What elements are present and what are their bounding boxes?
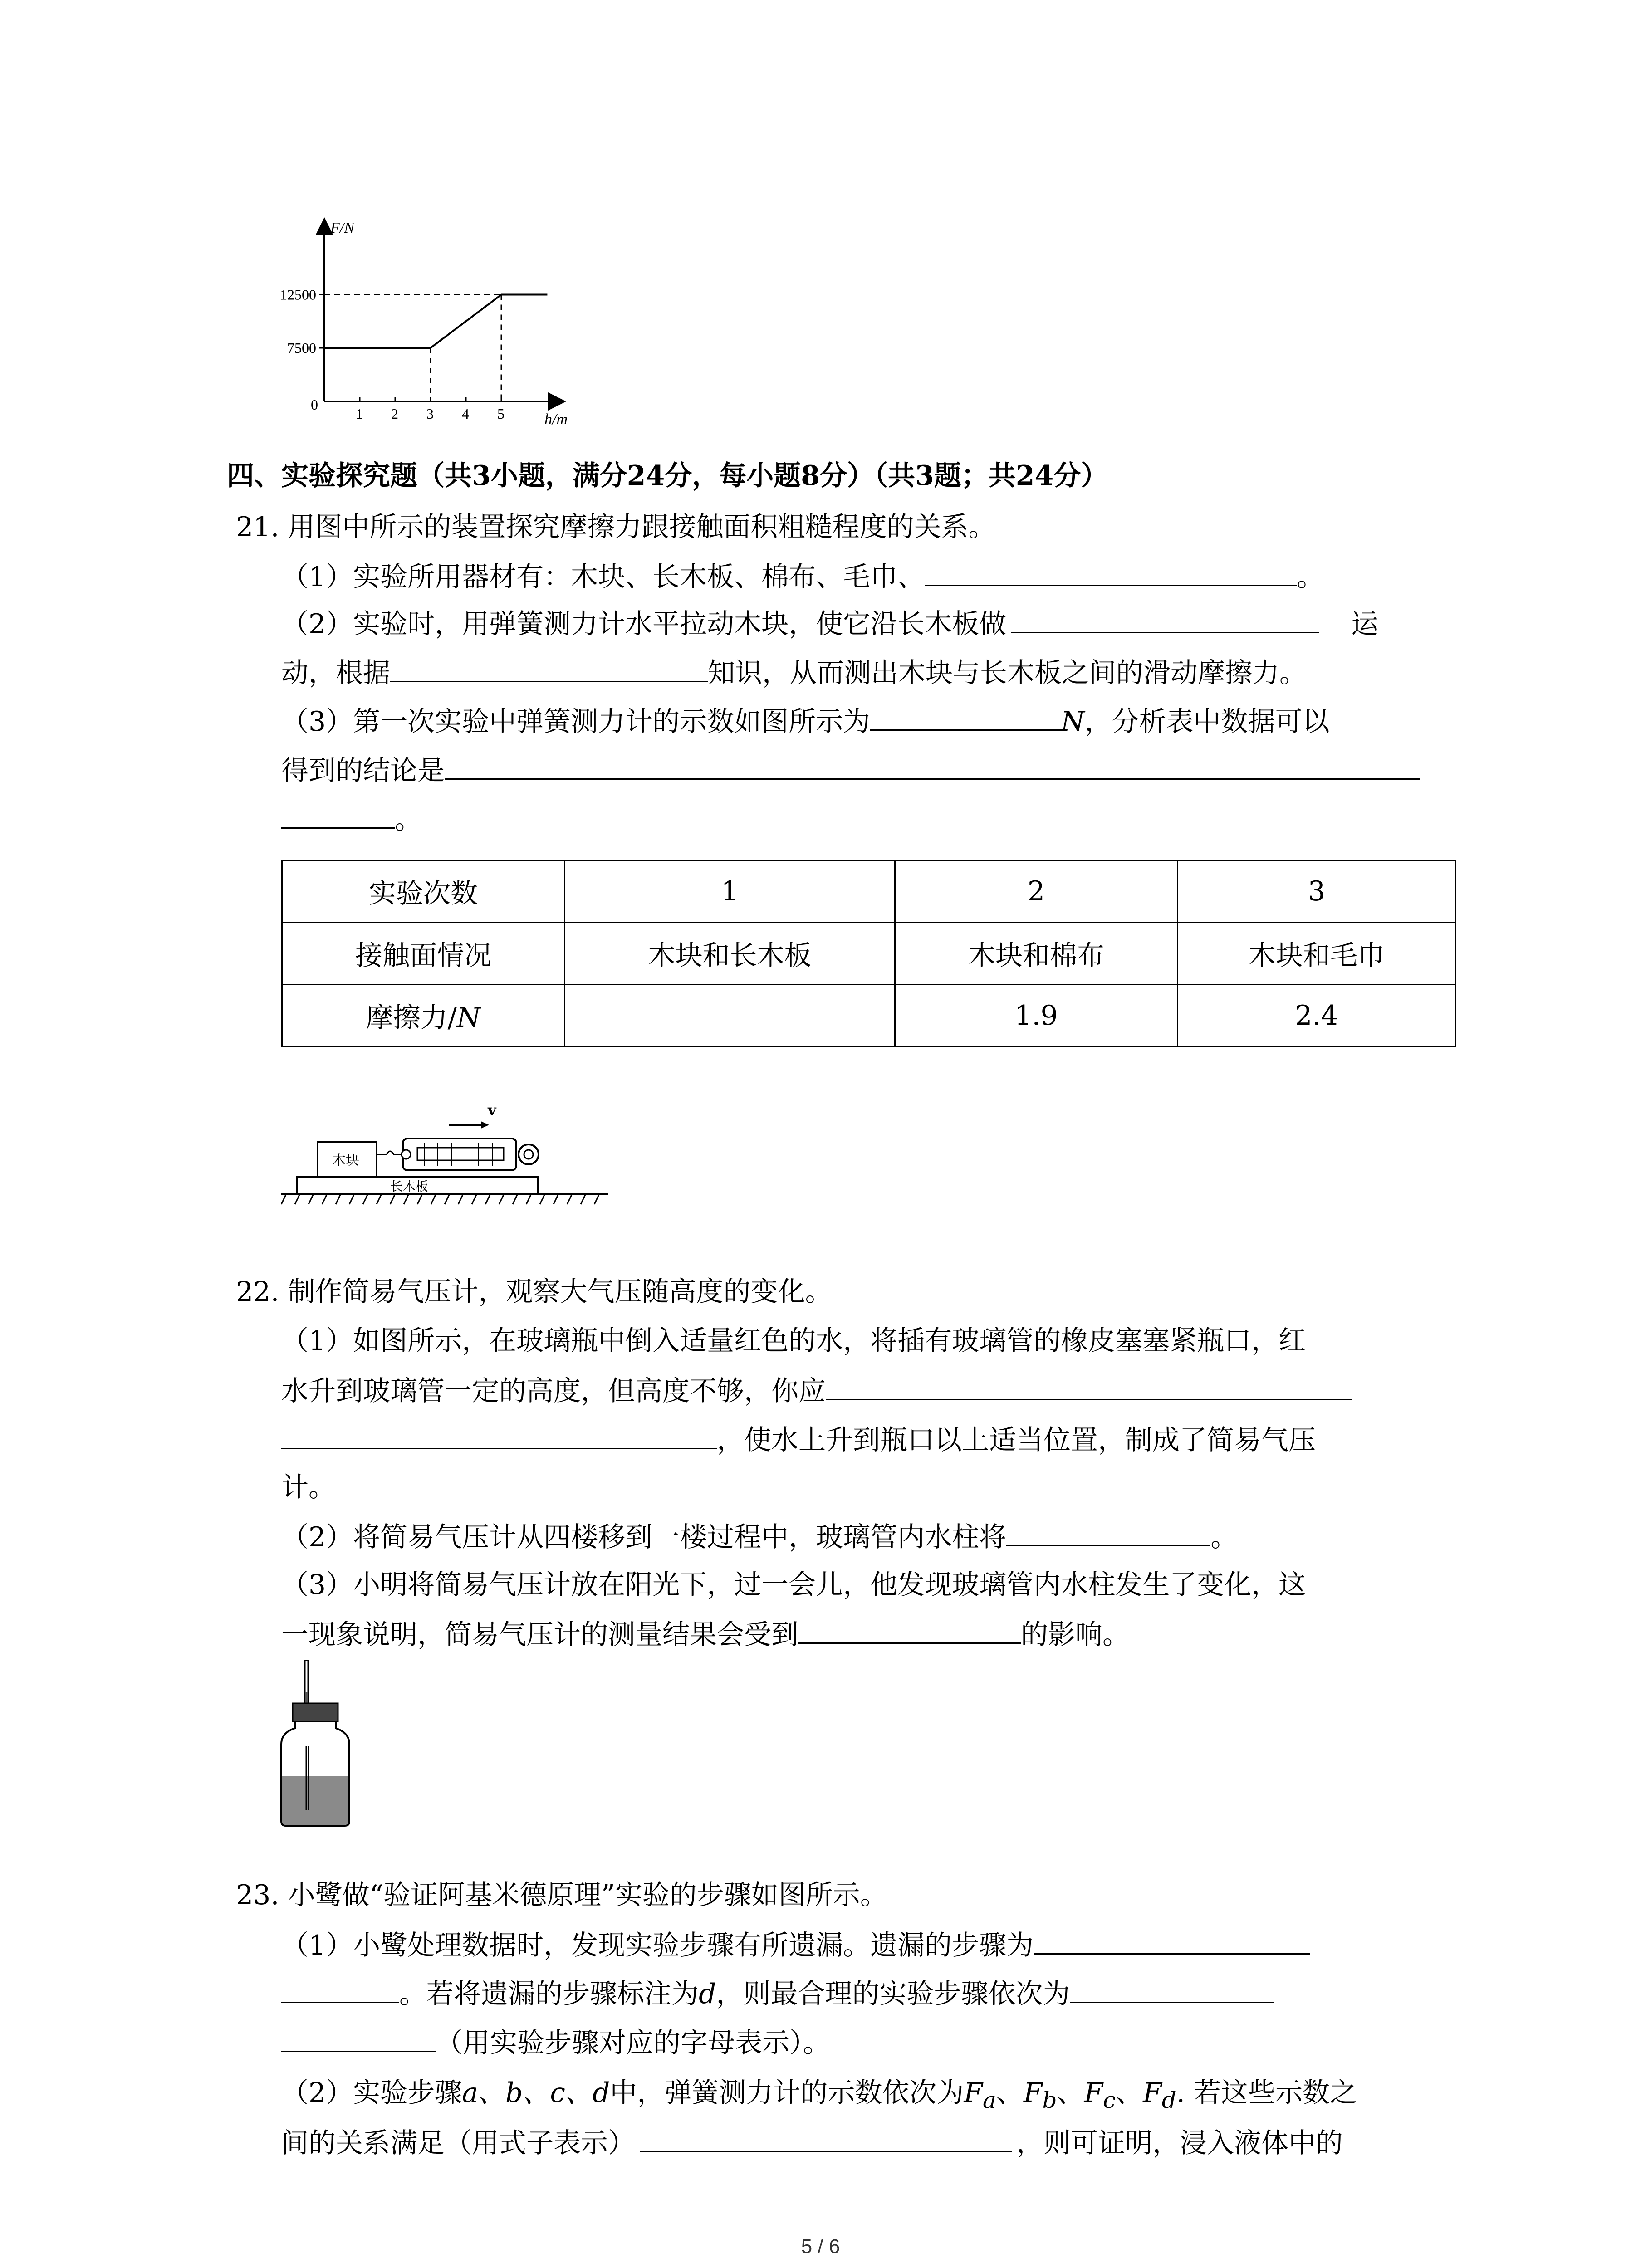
q22-blank-2[interactable] (1006, 1520, 1210, 1546)
y-axis-label: F/N (330, 220, 354, 236)
q21-p2a (281, 606, 1378, 640)
q22-blank-3[interactable] (798, 1617, 1021, 1644)
q22-blank-1-cont[interactable] (281, 1422, 717, 1449)
q23-fd: $F_d$ (1143, 2077, 1176, 2113)
q23-p2b (281, 2126, 1343, 2160)
q21-p2b (281, 655, 1307, 689)
q21-p3c-end: 。 (395, 804, 422, 836)
q23-p1b-mid: 。若将遗漏的步骤标注为 (399, 1978, 699, 2010)
q23-p1b-end: ，则最合理的实验步骤依次为 (716, 1978, 1070, 2010)
q21-blank-4[interactable] (870, 704, 1061, 731)
section-heading: 四、实验探究题（共3小题，满分24分，每小题8分）（共3题；共24分） (227, 460, 1108, 492)
block-label: 木块 (332, 1153, 359, 1168)
q23-var-d: d (699, 1978, 716, 2010)
q21-blank-5-cont[interactable] (281, 802, 395, 829)
table-cell: 2 (895, 860, 1178, 923)
q21-data-table (281, 860, 1456, 1047)
q21-blank-2[interactable] (1011, 606, 1319, 633)
q21-p3b-text: 得到的结论是 (281, 755, 445, 787)
q22-p3b-end: 的影响。 (1021, 1619, 1130, 1651)
q23-p1c (281, 2025, 830, 2059)
q23-fa: $F_a$ (964, 2077, 996, 2113)
q23-blank-1-cont[interactable] (281, 1976, 399, 2003)
q23-p2a-end: . 若这些示数之 (1176, 2077, 1357, 2109)
board-label: 长木板 (390, 1179, 429, 1194)
x-tick-label: 4 (462, 406, 469, 422)
q22-p1d: 计。 (281, 1471, 336, 1503)
table-cell (282, 985, 565, 1047)
q23-blank-1[interactable] (1034, 1928, 1310, 1955)
q21-blank-1[interactable] (925, 559, 1297, 586)
q21-p1-end: 。 (1297, 561, 1324, 593)
q22-p3a: （3）小明将简易气压计放在阳光下，过一会儿，他发现玻璃管内水柱发生了变化，这 (281, 1569, 1306, 1601)
q23-blank-3[interactable] (640, 2126, 1012, 2152)
q21-p3a (281, 704, 1330, 738)
q22-p1b-text: 水升到玻璃管一定的高度，但高度不够，你应 (281, 1375, 826, 1407)
friction-unit: N (456, 1002, 481, 1034)
table-cell[interactable] (565, 985, 895, 1047)
table-cell: 3 (1178, 860, 1456, 923)
table-cell: 木块和棉布 (895, 923, 1178, 985)
q21-p2a-end: 运 (1351, 608, 1379, 640)
q23-fb: $F_b$ (1023, 2077, 1057, 2113)
q22-p2-text: （2）将简易气压计从四楼移到一楼过程中，玻璃管内水柱将 (281, 1521, 1007, 1553)
q22-blank-1[interactable] (826, 1374, 1352, 1400)
velocity-label: v (488, 1101, 496, 1119)
page-number: 5 / 6 (801, 2235, 840, 2258)
table-cell: 实验次数 (282, 860, 565, 923)
force-line (324, 295, 547, 348)
q23-stem: 23. 小鹭做“验证阿基米德原理”实验的步骤如图所示。 (236, 1879, 887, 1911)
q22-p1c (281, 1422, 1316, 1457)
q22-p3b (281, 1617, 1130, 1651)
q23-p1a-text: （1）小鹭处理数据时，发现实验步骤有所遗漏。遗漏的步骤为 (281, 1930, 1034, 1961)
q23-p1a (281, 1928, 1310, 1962)
x-tick-label: 2 (391, 406, 398, 422)
x-tick-label: 5 (497, 406, 505, 422)
y-tick-label: 7500 (287, 340, 316, 356)
table-cell: 1.9 (895, 985, 1178, 1047)
q23-p2b-text: 间的关系满足（用式子表示） (281, 2127, 635, 2159)
q23-p1c-end: （用实验步骤对应的字母表示）。 (436, 2027, 830, 2059)
q22-p2-end: 。 (1210, 1521, 1238, 1553)
q21-p2b-text: 动，根据 (281, 657, 390, 689)
q21-p2a-text: （2）实验时，用弹簧测力计水平拉动木块，使它沿长木板做 (281, 608, 1007, 640)
q23-blank-2-cont[interactable] (281, 2025, 436, 2052)
q22-p1a: （1）如图所示，在玻璃瓶中倒入适量红色的水，将插有玻璃管的橡皮塞塞紧瓶口，红 (281, 1325, 1306, 1357)
q23-blank-2[interactable] (1070, 1976, 1274, 2003)
rubber-stopper (293, 1703, 338, 1721)
table-cell: 接触面情况 (282, 923, 565, 985)
q21-p2b-end: 知识，从而测出木块与长木板之间的滑动摩擦力。 (708, 657, 1307, 689)
y-tick-label: 12500 (280, 286, 316, 303)
q21-p3c (281, 802, 422, 836)
origin-label: 0 (311, 396, 318, 413)
q22-p1b (281, 1374, 1352, 1408)
x-tick-label: 1 (356, 406, 363, 422)
q21-p3a-text: （3）第一次实验中弹簧测力计的示数如图所示为 (281, 706, 871, 738)
q21-stem: 21. 用图中所示的装置探究摩擦力跟接触面积粗糙程度的关系。 (236, 511, 996, 543)
friction-label: 摩擦力/ (366, 1002, 457, 1034)
q23-p2a-mid: 中，弹簧测力计的示数依次为 (610, 2077, 964, 2109)
red-water (282, 1776, 348, 1825)
x-axis-label: h/m (544, 411, 568, 428)
table-row (282, 985, 1456, 1047)
x-tick-label: 3 (426, 406, 434, 422)
q23-p2b-end: ，则可证明，浸入液体中的 (1016, 2127, 1343, 2159)
friction-apparatus-figure (281, 1075, 626, 1211)
q22-stem: 22. 制作简易气压计，观察大气压随高度的变化。 (236, 1276, 833, 1308)
q21-p1 (281, 559, 1324, 593)
q21-blank-3[interactable] (390, 655, 708, 682)
q23-p2a: （2）实验步骤a、b、c、d中，弹簧测力计的示数依次为$F_a$、$F_b$、$F_c$、$F_d$. 若这些示数之 (281, 2077, 1357, 2113)
barometer-bottle-figure (277, 1660, 358, 1828)
q21-p3a-end: ，分析表中数据可以 (1084, 706, 1330, 738)
q21-p1-text: （1）实验所用器材有：木块、长木板、棉布、毛巾、 (281, 561, 925, 593)
table-row (282, 923, 1456, 985)
q23-step-vars: a、b、c、d (462, 2077, 610, 2109)
q22-p1c-end: ，使水上升到瓶口以上适当位置，制成了简易气压 (717, 1424, 1316, 1456)
force-height-graph (272, 211, 581, 433)
table-cell: 1 (565, 860, 895, 923)
q23-p2a-pre: （2）实验步骤 (281, 2077, 462, 2109)
table-row (282, 860, 1456, 923)
q23-p1b (281, 1976, 1274, 2010)
q21-p3b (281, 753, 1420, 787)
table-cell: 木块和长木板 (565, 923, 895, 985)
table-cell: 木块和毛巾 (1178, 923, 1456, 985)
q22-p2 (281, 1520, 1238, 1554)
q21-unit-n: N (1061, 706, 1085, 738)
q23-fc: $F_c$ (1084, 2077, 1116, 2113)
q22-p3b-text: 一现象说明，简易气压计的测量结果会受到 (281, 1619, 798, 1651)
table-cell: 2.4 (1178, 985, 1456, 1047)
q21-blank-5[interactable] (445, 753, 1420, 780)
